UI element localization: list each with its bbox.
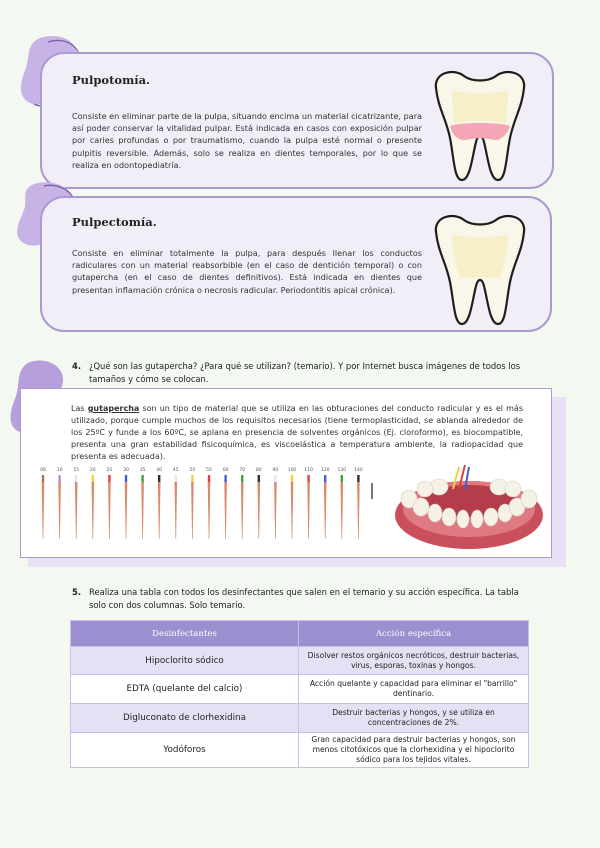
dental-arch-image [393,459,545,553]
cone-size-label: 45 [172,468,179,473]
cone-color-band [92,475,94,482]
table-row [71,704,529,733]
cone-size-label: 50 [189,468,196,473]
tooth-pulpectomy-illustration [428,212,532,328]
cone-color-band [274,475,276,482]
table-header-disinfectants: Desinfectantes [71,621,299,647]
table-row [71,733,529,768]
cone-size-label: 80 [255,468,262,473]
gutapercha-cone [42,482,45,539]
cone-color-band [108,475,110,482]
cone-color-band [58,475,60,482]
gutapercha-cone [341,482,344,539]
cone-size-label: 120 [320,468,330,473]
cone-size-label: 100 [287,468,297,473]
cone-color-band [208,475,210,482]
gutapercha-cone [175,482,178,539]
cone-size-label: 55 [206,468,212,473]
cone-color-band [307,475,309,482]
tooth-pulpotomy-illustration [428,68,532,184]
pulpectomia-title: Pulpectomía. [72,215,157,229]
gutapercha-cone [357,482,360,539]
cone-size-label: 130 [337,468,347,473]
gutapercha-cones-image [35,465,381,541]
disinfectant-action: Acción quelante y capacidad para eliminar el "barrillo" dentinario. [299,675,529,704]
cone-size-label: 15 [73,468,80,473]
disinfectant-name: Yodóforos [71,733,299,768]
cone-color-band [141,475,143,482]
gutapercha-cone [224,482,227,539]
question-4-text: ¿Qué son las gutapercha? ¿Para qué se utilizan? (temario). Y por Internet busca imágenes de todos los tamaños y cómo se colocan. [89,361,521,384]
cone-size-label: 70 [239,468,246,473]
cone-color-band [324,475,326,482]
gutapercha-cone [58,482,61,539]
gutapercha-cone [125,482,128,539]
question-5-number: 5. [72,587,82,597]
gutapercha-text [71,403,523,463]
cone-color-band [341,475,343,482]
cone-size-label: 140 [354,468,363,473]
question-4-number: 4. [72,361,82,371]
disinfectants-table [70,620,529,768]
gutapercha-box [20,388,552,558]
cone-size-label: 10 [56,468,63,473]
cone-color-band [42,475,44,482]
cone-size-label: 90 [272,468,279,473]
gutapercha-cone [307,482,310,539]
cone-size-label: 60 [222,468,229,473]
question-5-text: Realiza una tabla con todos los desinfectantes que salen en el temario y su acción específica. La tabla solo con dos columnas. Solo temario. [89,587,519,610]
table-header-action: Acción específica [299,621,529,647]
disinfectant-name: EDTA (quelante del calcio) [71,675,299,704]
gutapercha-intro: Las [71,404,88,413]
table-row [71,647,529,675]
gutapercha-cone [208,482,211,539]
gutapercha-cone [258,482,261,539]
pulpectomia-body: Consiste en eliminar totalmente la pulpa, para después llenar los conductos radiculares con un material reabsorbible (en el caso de dentición temporal) o con gutapercha (en el caso de dientes definitivos). Está indicada en dientes que presentan inflamación crónica o necrosis radicular. Periodontitis apical crónica). [72,248,422,295]
cone-color-band [258,475,260,482]
cone-color-band [125,475,127,482]
gutapercha-cone [108,482,111,539]
pulpotomia-title: Pulpotomía. [72,73,151,87]
cone-size-label: 25 [106,468,113,473]
gutapercha-cone [324,482,327,539]
disinfectant-name: Hipoclorito sódico [71,647,299,675]
cone-size-label: 30 [123,468,129,473]
disinfectant-action: Disolver restos orgánicos necróticos, destruir bacterias, virus, esporas, toxinas y hongos. [299,647,529,675]
gutapercha-cone [274,482,277,539]
cone-size-label: 35 [139,468,146,473]
disinfectant-action: Gran capacidad para destruir bacterias y hongos, son menos citotóxicos que la clorhexidina y el hipoclorito sódico para los tejidos vitales. [299,733,529,768]
gutapercha-cone [241,482,244,539]
cone-color-band [158,475,160,482]
cone-color-band [75,475,77,482]
gutapercha-cone [92,482,95,539]
cone-size-label: 110 [304,468,313,473]
pulpectomia-card [40,196,552,332]
cone-size-label: 40 [156,468,163,473]
disinfectant-name: Digluconato de clorhexidina [71,704,299,733]
cone-color-band [224,475,226,482]
gutapercha-cone [141,482,144,539]
gutapercha-rest: son un tipo de material que se utiliza en las obturaciones del conducto radicular y es el más utilizado, porque cumple muchos de los requisitos necesarios (tiene termoplasticidad, se ablanda alrededor de los 25ºC y funde a los 60ºC, se aplana en presencia de solventes orgánicos (Ej. cloroformo), es biocompatible, presenta una gran estabilidad fisicoquímica, es viscoelástica a temperatura ambiente, la radiopacidad que presenta es adecuada). [71,404,524,461]
gutapercha-cone [158,482,161,539]
cone-color-band [291,475,293,482]
measure-mark [371,483,373,499]
gutapercha-term: gutapercha [87,404,140,413]
disinfectant-action: Destruir bacterias y hongos, y se utiliza en concentraciones de 2%. [299,704,529,733]
cone-color-band [357,475,359,482]
gutapercha-cone [191,482,194,539]
cone-color-band [191,475,193,482]
table-row [71,675,529,704]
gutapercha-cone [75,482,78,539]
gutapercha-cone [291,482,294,539]
cone-color-band [175,475,177,482]
pulpotomia-card [40,52,554,189]
cone-color-band [241,475,243,482]
cone-size-label: 20 [89,468,96,473]
cone-size-label: 08 [40,468,46,473]
pulpotomia-body: Consiste en eliminar parte de la pulpa, situando encima un material cicatrizante, para así poder conservar la vitalidad pulpar. Está indicada en casos con exposición pulpar por caries profundas o por traumatismo, cuando la pulpa esté normal o presente pulpitis reversible. Además, solo se realiza en dientes temporales, por lo que se realiza en odontopediatría. [72,111,422,170]
